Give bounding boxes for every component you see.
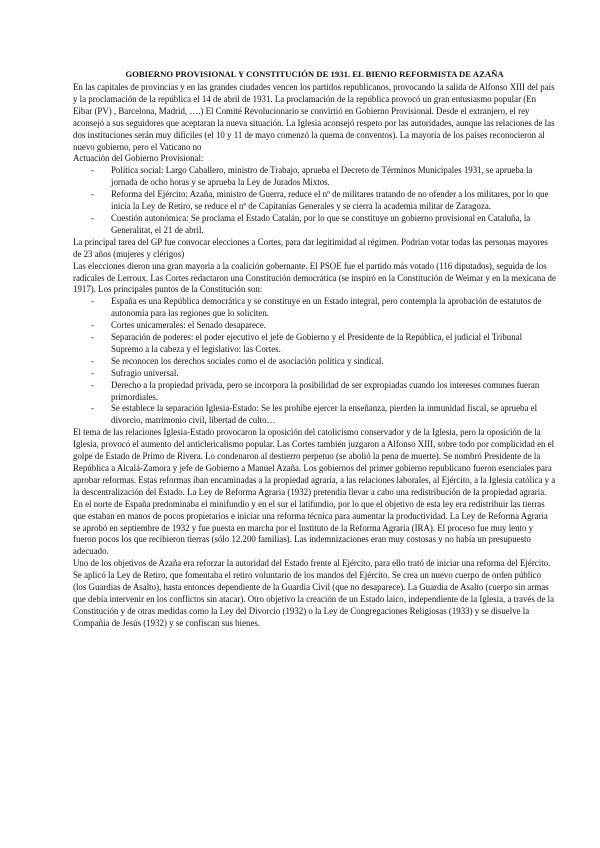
bullet-dash: - bbox=[91, 189, 94, 200]
bullet-dash: - bbox=[91, 296, 94, 307]
list-item bbox=[73, 332, 556, 356]
actuacion-heading: Actuación del Gobierno Provisional: bbox=[73, 153, 204, 164]
bullet-dash: - bbox=[91, 165, 94, 176]
list-item bbox=[73, 356, 556, 368]
list-item bbox=[73, 320, 556, 332]
list-item-text: Derecho a la propiedad privada, pero se incorpora la posibilidad de ser expropiadas cuando los intereses comunes fueran primordiales. bbox=[111, 379, 540, 402]
list-item-text: Sufragio universal. bbox=[111, 367, 179, 378]
list-item bbox=[73, 368, 556, 380]
list-item-text: Separación de poderes: el poder ejecutivo el jefe de Gobierno y el Presidente de la República, el judicial el Tribunal Supremo a la cabeza y el legislativo: las Cortes. bbox=[111, 332, 523, 354]
constitucion-list bbox=[73, 296, 556, 427]
intro-paragraph: En las capitales de provincias y en las grandes ciudades vencen los partidos republicanos, provocando la salida de Alfonso XIII del país y la proclamación de la república el 14 de abril de 1931. La proclamación de la república provocó un gran entusiasmo popular (En Eibar (PV) , Barcelona, Madrid, ….) El Comité Revolucionario se convirtió en Gobierno Provisional. Desde el extranjero, el rey aconsejó a sus seguidores que aceptaran la nueva situación. La Iglesia aconsejó respeto por las autoridades, aunque las relaciones de las dos instituciones serán muy difíciles (el 10 y 11 de mayo comenzó la quema de conventos). La mayoría de los países reconocieron al nuevo gobierno, pero el Vaticano no bbox=[73, 82, 555, 152]
bullet-dash: - bbox=[91, 212, 94, 223]
bullet-dash: - bbox=[91, 367, 94, 378]
list-item-text: Se establece la separación Iglesia-Estado: Se les prohíbe ejercer la enseñanza, pierden la inmunidad fiscal, se aprueba el divorcio, matrimonio civil, libertad de culto… bbox=[111, 403, 538, 426]
actuacion-list bbox=[73, 165, 556, 236]
list-item-text: Se reconocen los derechos sociales como el de asociación política y sindical. bbox=[111, 355, 384, 366]
bullet-dash: - bbox=[91, 379, 94, 390]
document-title: GOBIERNO PROVISIONAL Y CONSTITUCIÓN DE 1931. EL BIENIO REFORMISTA DE AZAÑA bbox=[125, 69, 504, 79]
list-item-text: Cuestión autonómica: Se proclama el Estado Catalán, por lo que se constituye un gobierno provisional en Cataluña, la Generalitat, el 21 de abril. bbox=[111, 212, 531, 235]
list-item bbox=[73, 403, 556, 427]
list-item bbox=[73, 380, 556, 404]
list-item-text: Reforma del Ejército: Azaña, ministro de Guerra, reduce el nº de militares tratando de no ofender a los militares, por lo que inicia la Ley de Retiro, se reduce el nº de Capitanías Generales y se cierra la academia militar de Zaragoza. bbox=[111, 189, 549, 212]
list-item bbox=[73, 213, 556, 237]
agraria-paragraph: En el norte de España predominaba el minifundio y en el sur el latifundio, por lo que el objetivo de esta ley era redistribuir las tierras que estaban en manos de pocos propietarios e iniciar una reforma técnica para aumentar la productividad. La Ley de Reforma Agraria se aprobó en septiembre de 1932 y fue puesta en marcha por el Instituto de la Reforma Agraria (IRA). El proceso fue muy lento y fueron pocos los que recibieron tierras (sólo 12.200 familias). Las indemnizaciones eran muy costosas y no había un presupuesto adecuado. bbox=[73, 498, 548, 557]
list-item bbox=[73, 296, 556, 320]
list-item bbox=[73, 189, 556, 213]
iglesia-paragraph: El tema de las relaciones Iglesia-Estado provocaron la oposición del catolicismo conservador y de la Iglesia, pero la oposición de la Iglesia, provocó el aumento del anticlericalismo popular. Las Cortes también juzgaron a Alfonso XIII, sobre todo por complicidad en el golpe de Estado de Primo de Rivera. Lo condenaron al destierro perpetuo (se abolió la pena de muerte). Se nombró Presidente de la República a Alcalá-Zamora y jefe de Gobierno a Manuel Azaña. Los gobiernos del primer gobierno republicano fueron esenciales para aprobar reformas. Estas reformas iban encaminadas a la propiedad agraria, a las relaciones laborales, al Ejército, a la Iglesia católica y a la descentralización del Estado. La Ley de Reforma Agraria (1932) pretendía llevar a cabo una redistribución de la propiedad agraria. bbox=[73, 427, 556, 497]
list-item-text: Política social: Largo Caballero, ministro de Trabajo, aprueba el Decreto de Términos Municipales 1931, se aprueba la jornada de ocho horas y se aprueba la Ley de Jurados Mixtos. bbox=[111, 165, 533, 188]
list-item-text: España es una República democrática y se constituye en un Estado integral, pero contempla la aprobación de estatutos de autonomía para las regiones que lo soliciten. bbox=[111, 296, 542, 319]
cortes-paragraph: La principal tarea del GP fue convocar elecciones a Cortes, para dar legitimidad al régimen. Podrían votar todas las personas mayores de 23 años (mujeres y clérigos) bbox=[73, 236, 548, 259]
list-item-text: Cortes unicamerales: el Senado desaparece. bbox=[111, 320, 266, 331]
bullet-dash: - bbox=[91, 332, 94, 343]
bullet-dash: - bbox=[91, 355, 94, 366]
bullet-dash: - bbox=[91, 320, 94, 331]
bullet-dash: - bbox=[91, 403, 94, 414]
elecciones-paragraph: Las elecciones dieron una gran mayoría a la coalición gobernante. El PSOE fue el partido más votado (116 diputados), seguida de los radicales de Lerroux. Las Cortes redactaron una Constitución democrática (se inspiró en la Constitución de Weimar y en la mexicana de 1917). Los principales puntos de la Constitución son: bbox=[73, 260, 556, 295]
list-item bbox=[73, 165, 556, 189]
ejercito-paragraph: Uno de los objetivos de Azaña era reforzar la autoridad del Estado frente al Ejército, para ello trató de iniciar una reforma del Ejército. Se aplicó la Ley de Retiro, que fomentaba el retiro voluntario de los mandos del Ejército. Se crea un nuevo cuerpo de orden público (los Guardias de Asalto), hasta entonces dependiente de la Guardia Civil (que no desaparece). La Guardia de Asalto (cuerpo sin armas que debía intervenir en los conflictos sin atacar). Otro objetivo la creación de un Estado laico, independiente de la Iglesia, a través de la Constitución y de otras medidas como la Ley del Divorcio (1932) o la Ley de Congregaciones Religiosas (1933) y se disuelve la Compañía de Jesús (1932) y se confiscan sus bienes. bbox=[73, 558, 555, 628]
